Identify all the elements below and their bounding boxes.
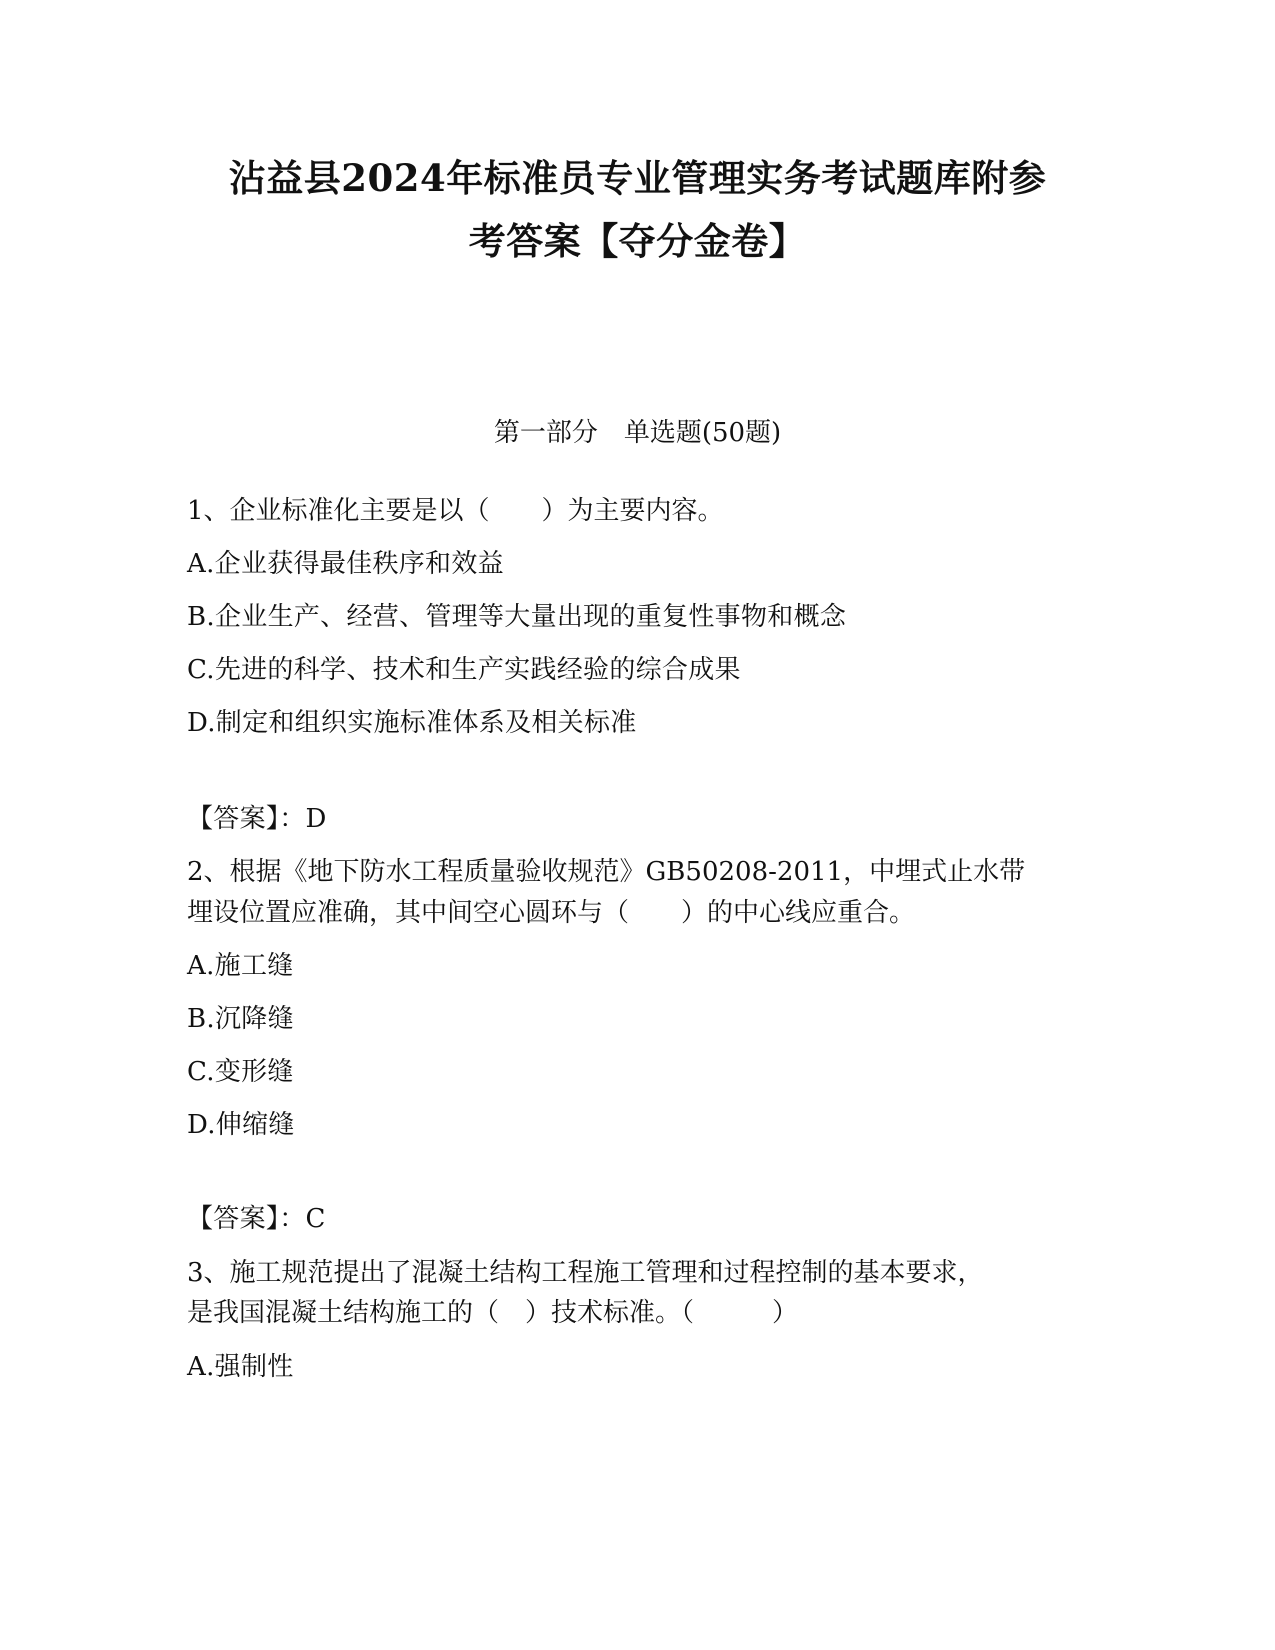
question-3-stem-line-2: 是我国混凝土结构施工的（ ）技术标准。（ ） — [187, 1298, 799, 1328]
question-1-option-c: C.先进的科学、技术和生产实践经验的综合成果 — [187, 655, 741, 685]
question-1-option-a: A.企业获得最佳秩序和效益 — [187, 549, 504, 579]
question-1-option-d: D.制定和组织实施标准体系及相关标准 — [187, 708, 637, 738]
question-2-option-a: A.施工缝 — [187, 951, 294, 981]
question-1-answer: 【答案】：D — [187, 804, 327, 834]
question-2-stem-line-1: 2、根据《地下防水工程质量验收规范》GB50208-2011，中埋式止水带 — [187, 857, 1026, 887]
question-3-option-a: A.强制性 — [187, 1352, 294, 1382]
question-2-option-d: D.伸缩缝 — [187, 1110, 295, 1140]
question-3-stem-line-1: 3、施工规范提出了混凝土结构工程施工管理和过程控制的基本要求， — [187, 1258, 984, 1288]
question-2-answer: 【答案】：C — [187, 1204, 326, 1234]
question-2-option-b: B.沉降缝 — [187, 1004, 294, 1034]
question-2-option-c: C.变形缝 — [187, 1057, 294, 1087]
document-title-line-1: 沾益县2024年标准员专业管理实务考试题库附参 — [228, 156, 1047, 200]
section-heading: 第一部分 单选题(50题) — [493, 418, 782, 448]
question-1-stem: 1、企业标准化主要是以（ ）为主要内容。 — [187, 496, 724, 526]
question-2-stem-line-2: 埋设位置应准确，其中间空心圆环与（ ）的中心线应重合。 — [187, 898, 916, 928]
document-title-line-2: 考答案【夺分金卷】 — [468, 219, 807, 263]
question-1-option-b: B.企业生产、经营、管理等大量出现的重复性事物和概念 — [187, 602, 847, 632]
